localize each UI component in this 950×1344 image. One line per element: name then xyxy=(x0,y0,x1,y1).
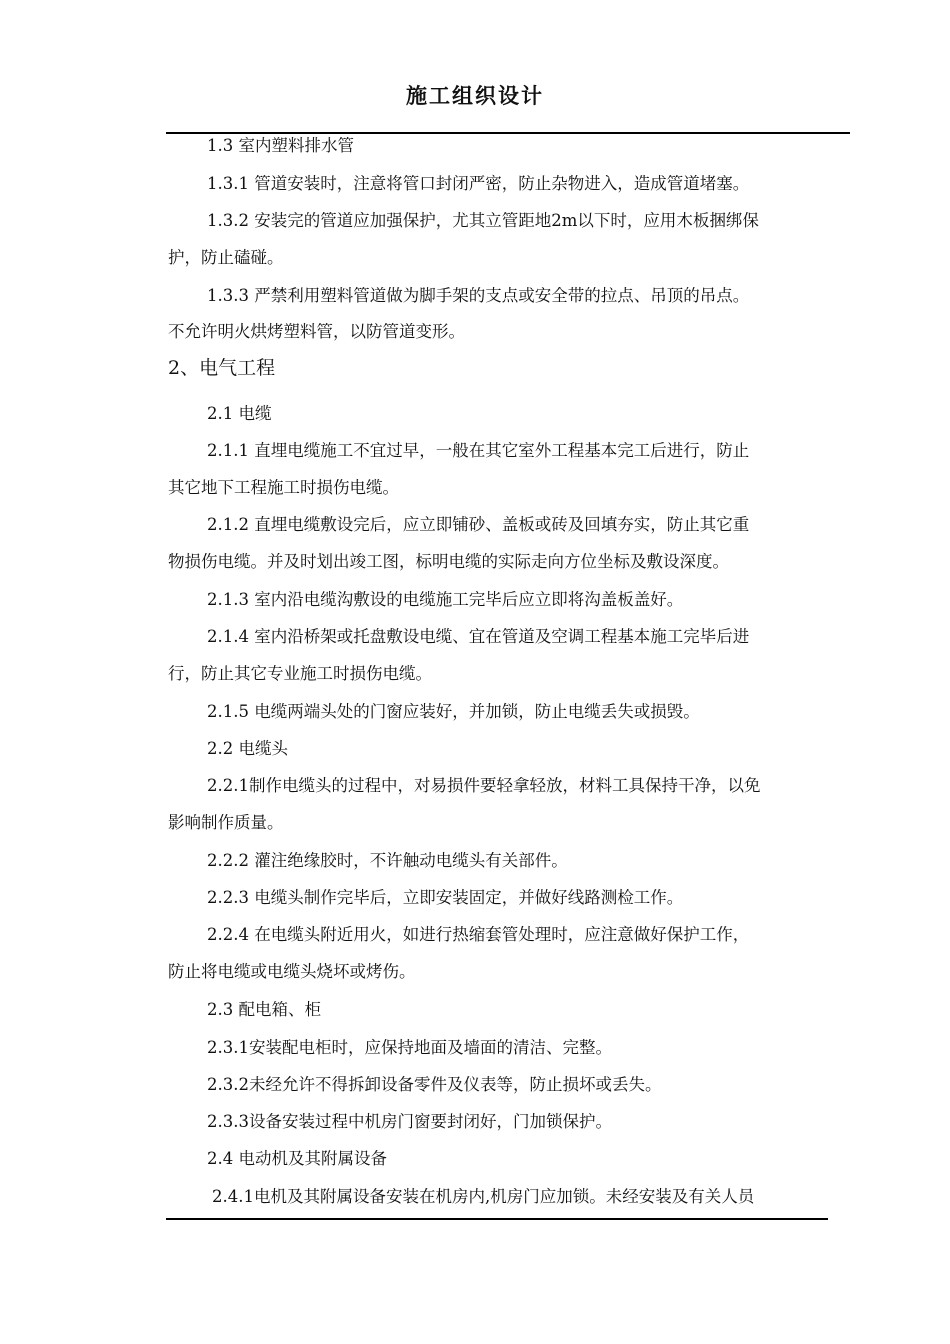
section-heading: 2.4 电动机及其附属设备 xyxy=(207,1149,387,1168)
paragraph-line: 2.2.1制作电缆头的过程中，对易损件要轻拿轻放，材料工具保持干净，以免 xyxy=(207,776,761,795)
paragraph-line: 2.3.1安装配电柜时，应保持地面及墙面的清洁、完整。 xyxy=(207,1038,612,1057)
paragraph-line: 2.1.5 电缆两端头处的门窗应装好，并加锁，防止电缆丢失或损毁。 xyxy=(207,702,700,721)
page-title: 施工组织设计 xyxy=(406,84,544,108)
paragraph-line: 物损伤电缆。并及时划出竣工图，标明电缆的实际走向方位坐标及敷设深度。 xyxy=(168,552,729,571)
section-heading: 2.3 配电箱、柜 xyxy=(207,1000,321,1019)
chapter-heading: 2、电气工程 xyxy=(168,357,276,379)
paragraph-line: 防止将电缆或电缆头烧坏或烤伤。 xyxy=(168,962,416,981)
paragraph-line: 2.1.2 直埋电缆敷设完后，应立即铺砂、盖板或砖及回填夯实，防止其它重 xyxy=(207,515,750,534)
paragraph-line: 其它地下工程施工时损伤电缆。 xyxy=(168,478,399,497)
paragraph-line: 2.2.3 电缆头制作完毕后，立即安装固定，并做好线路测检工作。 xyxy=(207,888,684,907)
paragraph-line: 2.3.3设备安装过程中机房门窗要封闭好，门加锁保护。 xyxy=(207,1112,612,1131)
paragraph-line: 2.3.2未经允许不得拆卸设备零件及仪表等，防止损坏或丢失。 xyxy=(207,1075,662,1094)
paragraph-line: 2.2.2 灌注绝缘胶时，不许触动电缆头有关部件。 xyxy=(207,851,568,870)
paragraph-line: 2.1.4 室内沿桥架或托盘敷设电缆、宜在管道及空调工程基本施工完毕后进 xyxy=(207,627,750,646)
paragraph-line: 2.4.1电机及其附属设备安装在机房内,机房门应加锁。未经安装及有关人员 xyxy=(212,1187,755,1206)
section-heading: 2.2 电缆头 xyxy=(207,739,288,758)
paragraph-line: 2.2.4 在电缆头附近用火，如进行热缩套管处理时，应注意做好保护工作， xyxy=(207,925,750,944)
paragraph-line: 2.1.3 室内沿电缆沟敷设的电缆施工完毕后应立即将沟盖板盖好。 xyxy=(207,590,684,609)
section-heading: 2.1 电缆 xyxy=(207,404,272,423)
paragraph-line: 护，防止磕碰。 xyxy=(168,248,284,267)
paragraph-line: 1.3.2 安装完的管道应加强保护，尤其立管距地2m以下时，应用木板捆绑保 xyxy=(207,211,759,230)
paragraph-line: 行，防止其它专业施工时损伤电缆。 xyxy=(168,664,432,683)
section-heading: 1.3 室内塑料排水管 xyxy=(207,136,354,155)
header-rule xyxy=(166,132,850,134)
paragraph-line: 影响制作质量。 xyxy=(168,813,284,832)
footer-rule xyxy=(166,1218,828,1220)
paragraph-line: 1.3.3 严禁利用塑料管道做为脚手架的支点或安全带的拉点、吊顶的吊点。 xyxy=(207,286,750,305)
paragraph-line: 不允许明火烘烤塑料管，以防管道变形。 xyxy=(168,322,465,341)
paragraph-line: 1.3.1 管道安装时，注意将管口封闭严密，防止杂物进入，造成管道堵塞。 xyxy=(207,174,750,193)
paragraph-line: 2.1.1 直埋电缆施工不宜过早，一般在其它室外工程基本完工后进行，防止 xyxy=(207,441,750,460)
